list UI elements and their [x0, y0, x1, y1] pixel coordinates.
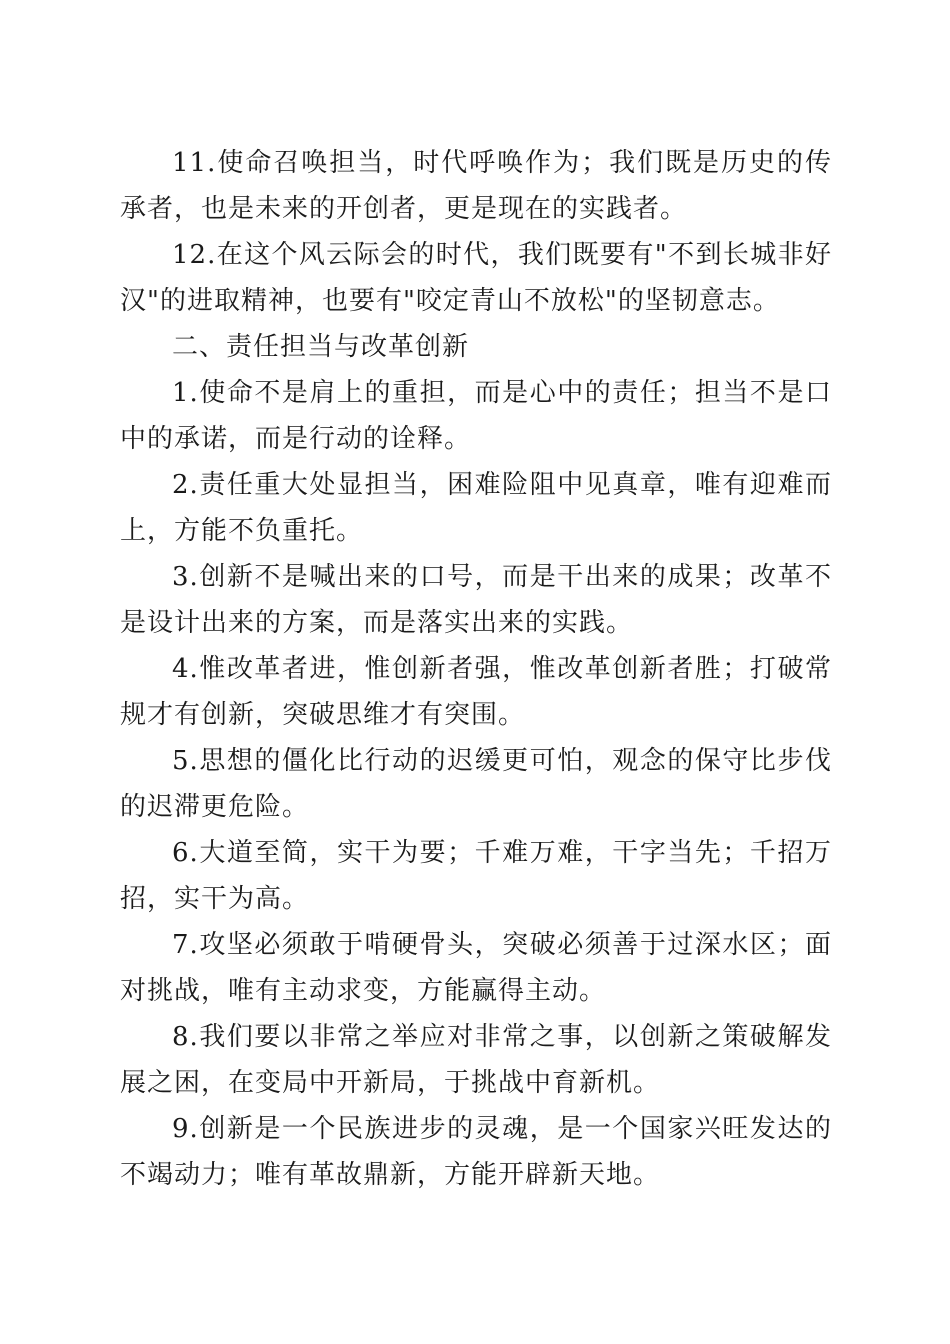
paragraph-11: 11.使命召唤担当，时代呼唤作为；我们既是历史的传承者，也是未来的开创者，更是现在的实践者。 [120, 148, 832, 224]
paragraph-7: 7.攻坚必须敢于啃硬骨头，突破必须善于过深水区；面对挑战，唯有主动求变，方能赢得主动。 [120, 930, 832, 1006]
paragraph-9: 9.创新是一个民族进步的灵魂，是一个国家兴旺发达的不竭动力；唯有革故鼎新，方能开辟新天地。 [120, 1114, 832, 1190]
paragraph-6: 6.大道至简，实干为要；千难万难，干字当先；千招万招，实干为高。 [120, 838, 832, 914]
paragraph-5: 5.思想的僵化比行动的迟缓更可怕，观念的保守比步伐的迟滞更危险。 [120, 746, 832, 822]
document-page [120, 140, 832, 1198]
paragraph-2: 2.责任重大处显担当，困难险阻中见真章，唯有迎难而上，方能不负重托。 [120, 470, 832, 546]
paragraph-1: 1.使命不是肩上的重担，而是心中的责任；担当不是口中的承诺，而是行动的诠释。 [120, 378, 832, 454]
paragraph-12: 12.在这个风云际会的时代，我们既要有"不到长城非好汉"的进取精神，也要有"咬定青山不放松"的坚韧意志。 [120, 240, 832, 316]
paragraph-8: 8.我们要以非常之举应对非常之事，以创新之策破解发展之困，在变局中开新局，于挑战中育新机。 [120, 1022, 832, 1098]
paragraph-4: 4.惟改革者进，惟创新者强，惟改革创新者胜；打破常规才有创新，突破思维才有突围。 [120, 654, 832, 730]
paragraph-3: 3.创新不是喊出来的口号，而是干出来的成果；改革不是设计出来的方案，而是落实出来的实践。 [120, 562, 832, 638]
section-heading: 二、责任担当与改革创新 [172, 332, 470, 362]
